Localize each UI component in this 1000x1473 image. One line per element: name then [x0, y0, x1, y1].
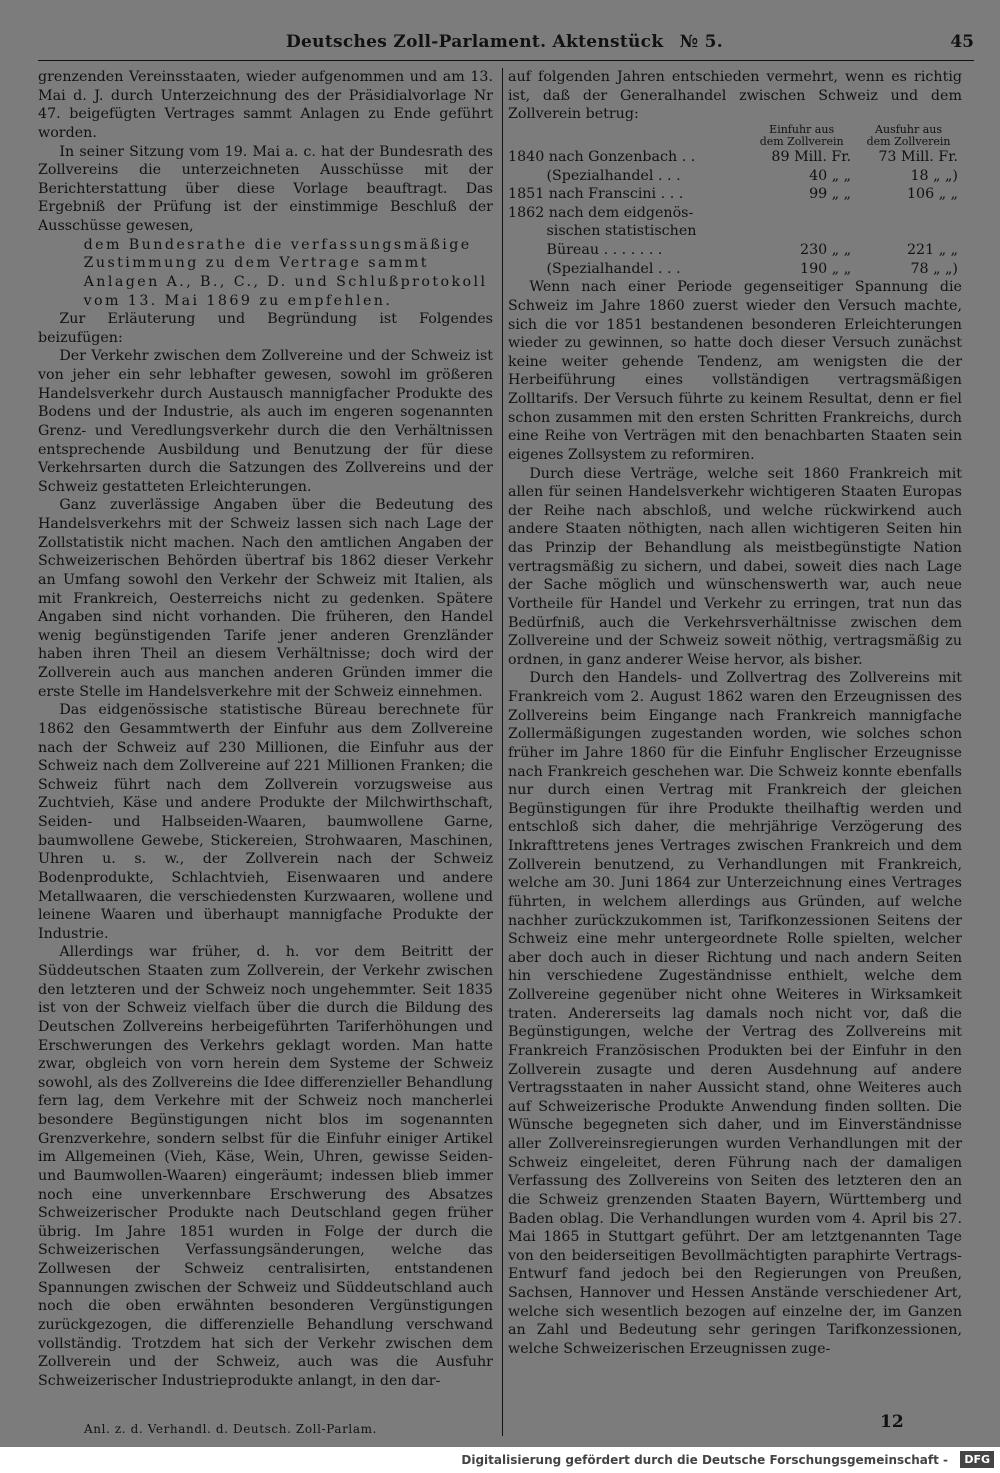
- footer-credit: Digitalisierung gefördert durch die Deutsche Forschungsgemeinschaft -: [461, 1453, 948, 1467]
- paragraph: Durch den Handels- und Zollvertrag des Zollvereins mit Frankreich vom 2. August 1862 waren den Erzeugnissen des Zollvereins beim Eingange nach Frankreich mannigfache Zollermäßigungen zugestanden worden, wie solches schon früher im Jahre 1860 für die Einfuhr Englischer Erzeugnisse nach Frankreich geschehen war. Die Schweiz konnte ebenfalls nur durch einen Vertrag mit Frankreich der gleichen Begünstigungen für ihre Produkte theilhaftig werden und entschloß sich daher, die mehrjährige Verzögerung des Inkrafttretens jenes Vertrages zwischen Frankreich und dem Zollverein benutzend, zu Verhandlungen mit Frankreich, welche am 30. Juni 1864 zur Unterzeichnung eines Vertrages führten, in welchem allerdings aus Gründen, auf welche nachher zurückzukommen ist, Tarifkonzessionen Seitens der Schweiz eine mehr untergeordnete Rolle spielten, welcher aber doch auch in dieser Richtung und nach andern Seiten hin verschiedene Zugeständnisse enthielt, welche dem Zollvereine gegenüber nicht ohne Weiteres in Wirksamkeit traten. Andererseits lag damals noch nicht vor, daß die Begünstigungen, welche der Vertrag des Zollvereins mit Frankreich Französischen Produkten bei der Einfuhr in den Zollverein zusagte und deren Ausdehnung auf andere Vertragsstaaten in naher Aussicht stand, ohne Weiteres auch auf Schweizerische Produkte Anwendung finden sollten. Die Wünsche begegneten sich daher, und im Einverständnisse aller Zollvereinsregierungen wurden Verhandlungen mit der Schweiz eingeleitet, deren Führung nach der damaligen Verfassung des Zollvereins von Seiten des letzteren den an die Schweiz grenzenden Staaten Bayern, Württemberg und Baden oblag. Die Verhandlungen wurden vom 4. April bis 27. Mai 1865 in Stuttgart geführt. Der am letztgenannten Tage von den beiderseitigen Bevollmächtigten paraphirte Vertrags-Entwurf fand jedoch bei den Regierungen von Preußen, Sachsen, Hannover und Hessen Anstände verschiedener Art, welche sich wesentlich bezogen auf einzelne der, im Ganzen an Zahl und Bedeutung sehr geringen Tarifkonzessionen, welche Schweizerischen Erzeugnissen zuge-: [508, 670, 962, 1357]
- table-row: [508, 204, 962, 223]
- paragraph: Ganz zuverlässige Angaben über die Bedeutung des Handelsverkehrs mit der Schweiz lassen sich nach Lage der Zollstatistik nicht machen. Nach den amtlichen Angaben der Schweizerischen Behörden übertraf bis 1862 dieser Verkehr an Umfang sowohl den Verkehr der Schweiz mit Italien, als mit Frankreich, Oesterreichs nicht zu gedenken. Spätere Angaben sind nicht vorhanden. Die früheren, den Handel wenig begünstigenden Tarife jener anderen Grenzländer haben ihren Theil an diesem Verhältnisse; doch wird der Zollverein auch aus manchen anderen Gründen immer die erste Stelle im Handelsverkehre mit der Schweiz einnehmen.: [38, 497, 493, 700]
- footer-bar: [0, 1447, 1000, 1473]
- table-row: [508, 185, 962, 204]
- table-row: [508, 148, 962, 167]
- trade-table: [508, 124, 962, 278]
- table-cell-label: (Spezialhandel . . .: [546, 260, 681, 277]
- table-row: [508, 222, 962, 241]
- table-cell-exp: [855, 222, 962, 241]
- table-cell-label: 1840 nach Gonzenbach . .: [508, 148, 696, 165]
- paragraph: Der Verkehr zwischen dem Zollvereine und der Schweiz ist von jeher ein sehr lebhafter gewesen, sowohl im größeren Handelsverkehr durch Austausch mannigfacher Produkte des Bodens und der Industrie, als auch im engeren sogenannten Grenz- und Veredlungsverkehr durch die den Verhältnissen entsprechende Ausbildung und Benutzung der für diese Verkehrsarten durch die Satzungen des Zollvereins und der Schweiz gestatteten Erleichterungen.: [38, 348, 493, 495]
- table-cell-imp: [748, 222, 855, 241]
- signature-mark: 12: [880, 1412, 904, 1432]
- table-cell-exp: 221 „ „: [906, 242, 958, 258]
- table-cell-imp: 40 „ „: [809, 167, 852, 184]
- header-rule: [38, 60, 974, 61]
- table-cell-label: sischen statistischen: [546, 223, 697, 240]
- left-column: [38, 68, 493, 1390]
- paragraph: grenzenden Vereinsstaaten, wieder aufgenommen und am 13. Mai d. J. durch Unterzeichnung des der Präsidialvorlage Nr 47. beigefügten Vertrages sammt Anlagen zu Ende geführt worden.: [38, 69, 493, 141]
- paragraph: In seiner Sitzung vom 19. Mai a. c. hat der Bundesrath des Zollvereins die unterzeichneten Ausschüsse mit der Berichterstattung über diese Vorlage beauftragt. Das Ergebniß der Prüfung ist der einstimmige Beschluß der Ausschüsse gewesen,: [38, 143, 493, 234]
- right-column: [508, 68, 962, 1359]
- table-cell-exp: [855, 204, 962, 223]
- table-cell-imp: [748, 204, 855, 223]
- table-cell-exp: 73 Mill. Fr.: [878, 148, 958, 165]
- table-row: [508, 167, 962, 186]
- paragraph: Durch diese Verträge, welche seit 1860 Frankreich mit allen für seinen Handelsverkehr wichtigeren Staaten Europas der Reihe nach abschloß, und welche rückwirkend auch andere Staaten nöthigten, nach allen wichtigeren Seiten hin das Prinzip der Behandlung als meistbegünstigte Nation vertragsmäßig zu sichern, und dabei, soweit dies nach Lage der Sache möglich und wünschenswerth war, auch neue Vortheile für Handel und Verkehr zu erringen, trat nun das Bedürfniß, auch die Verkehrsverhältnisse zwischen dem Zollvereine und der Schweiz soweit nöthig, vertragsmäßig zu ordnen, in ganz anderer Weise hervor, als bisher.: [508, 465, 962, 668]
- table-cell-imp: 190 „ „: [800, 260, 852, 277]
- table-cell-label: 1851 nach Franscini . . .: [508, 186, 684, 203]
- paragraph: Allerdings war früher, d. h. vor dem Beitritt der Süddeutschen Staaten zum Zollverein, der Verkehr zwischen den letzteren und der Schweiz noch ungehemmter. Seit 1835 ist von der Schweiz vielfach über die durch die Bildung des Deutschen Zollvereins herbeigeführten Tariferhöhungen und Erschwerungen des Verkehrs geklagt worden. Man hatte zwar, obgleich von vorn herein dem Systeme der Schweiz sowohl, als des Zollvereins die Idee differenzieller Behandlung fern lag, dem Verkehre mit der Schweiz noch mancherlei besondere Begünstigungen nicht blos im sogenannten Grenzverkehre, sondern selbst für die Einfuhr einiger Artikel im Allgemeinen (Vieh, Käse, Wein, Uhren, gewisse Seiden- und Baumwollen-Waaren) eingeräumt; indessen blieb immer noch eine unverkennbare Erschwerung des Absatzes Schweizerischer Produkte nach Deutschland gegen früher übrig. Im Jahre 1851 wurden in Folge der durch die Schweizerischen Verfassungsänderungen, welche das Zollwesen der Schweiz centralisirten, entstandenen Spannungen zwischen der Schweiz und Süddeutschland auch noch die oben erwähnten besonderen Vergünstigungen zurückgezogen, die differenzielle Behandlung verschwand vollständig. Trotzdem hat sich der Verkehr zwischen dem Zollverein und der Schweiz, auch was die Ausfuhr Schweizerischer Industrieprodukte anlangt, in den dar-: [38, 944, 493, 1389]
- table-header-import: Einfuhr aus dem Zollverein: [759, 122, 844, 148]
- table-cell-label: 1862 nach dem eidgenös-: [508, 204, 694, 221]
- column-divider: [502, 68, 503, 1436]
- document-number: № 5.: [679, 32, 723, 52]
- table-cell-imp: 99 „ „: [809, 186, 852, 203]
- page-number: 45: [950, 32, 974, 52]
- table-cell-label: (Spezialhandel . . .: [546, 167, 681, 184]
- page-header: [286, 32, 723, 52]
- table-header-export: Ausfuhr aus dem Zollverein: [866, 122, 951, 148]
- footnote: Anl. z. d. Verhandl. d. Deutsch. Zoll-Parlam.: [84, 1422, 378, 1436]
- right-paragraphs: [508, 278, 962, 1358]
- table-header-row: [508, 124, 962, 148]
- paragraph: Zur Erläuterung und Begründung ist Folgendes beizufügen:: [38, 311, 493, 346]
- table-cell-exp: 106 „ „: [906, 186, 958, 203]
- header-title: Deutsches Zoll-Parlament. Aktenstück: [286, 32, 664, 52]
- table-cell-exp: 78 „ „): [910, 260, 958, 277]
- paragraph: dem Bundesrathe die verfassungsmäßige Zustimmung zu dem Vertrage sammt Anlagen A., B., C., D. und Schlußprotokoll vom 13. Mai 1869 zu empfehlen.: [83, 236, 488, 309]
- table-cell-exp: 18 „ „): [910, 167, 958, 184]
- document-page: [18, 22, 980, 1447]
- table-cell-imp: 230 „ „: [800, 242, 852, 258]
- table-row: [508, 260, 962, 279]
- table-cell-imp: 89 Mill. Fr.: [771, 148, 852, 165]
- paragraph: Wenn nach einer Periode gegenseitiger Spannung die Schweiz im Jahre 1860 zuerst wieder den Versuch machte, sich die vor 1851 bestandenen besonderen Erleichterungen wieder zu gewinnen, so hatte doch dieser Versuch zunächst keine weiter gehende Tendenz, am wenigsten die der Herbeiführung eines vollständigen vertragsmäßigen Zolltarifs. Der Versuch führte zu keinem Resultat, denn er fiel schon zusammen mit den ersten Schritten Frankreichs, durch eine Reihe von Verträgen mit den benachbarten Staaten sein eigenes Zollsystem zu reformiren.: [508, 279, 962, 463]
- table-cell-label: Büreau . . . . . . .: [546, 242, 663, 258]
- right-intro-paragraph: auf folgenden Jahren entschieden vermehrt, wenn es richtig ist, daß der Generalhandel zwischen Schweiz und dem Zollverein betrug:: [508, 69, 962, 123]
- table-row: [508, 241, 962, 260]
- paragraph: Das eidgenössische statistische Büreau berechnete für 1862 den Gesammtwerth der Einfuhr aus dem Zollvereine nach der Schweiz auf 230 Millionen, die Einfuhr aus der Schweiz nach dem Zollvereine auf 221 Millionen Franken; die Schweiz führt nach dem Zollverein vorzugsweise aus Zuchtvieh, Käse und andere Produkte der Milchwirthschaft, Seiden- und Halbseiden-Waaren, baumwollene Garne, baumwollene Gewebe, Stickereien, Strohwaaren, Maschinen, Uhren u. s. w., der Zollverein nach der Schweiz Bodenprodukte, Schlachtvieh, Eisenwaaren und andere Metallwaaren, die verschiedensten Kurzwaaren, wollene und leinene Waaren und überhaupt mannigfache Produkte der Industrie.: [38, 702, 493, 942]
- dfg-logo: DFG: [960, 1451, 994, 1468]
